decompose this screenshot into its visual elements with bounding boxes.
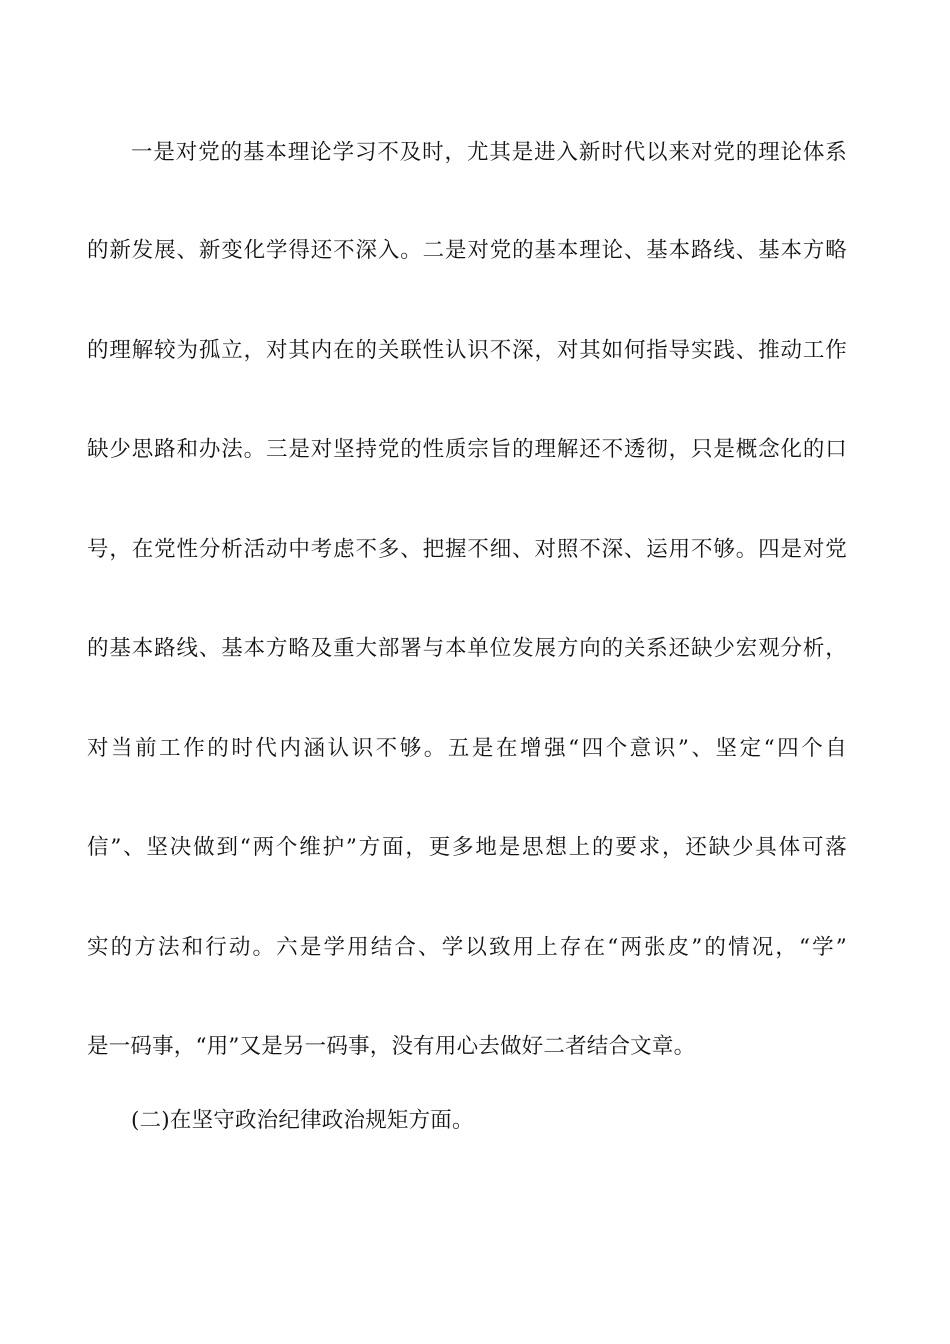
section-heading: (二)在坚守政治纪律政治规矩方面。 (131, 1108, 474, 1133)
paragraph-line-5: 号，在党性分析活动中考虑不多、把握不细、对照不深、运用不够。四是对党 (87, 537, 847, 562)
paragraph-line-7: 对当前工作的时代内涵认识不够。五是在增强“四个意识”、坚定“四个自 (87, 736, 847, 761)
paragraph-line-9: 实的方法和行动。六是学用结合、学以致用上存在“两张皮”的情况，“学” (87, 935, 847, 960)
paragraph-line-4: 缺少思路和办法。三是对坚持党的性质宗旨的理解还不透彻，只是概念化的口 (87, 437, 847, 462)
paragraph-line-1: 一是对党的基本理论学习不及时，尤其是进入新时代以来对党的理论体系 (131, 140, 847, 165)
paragraph-line-10: 是一码事，“用”又是另一码事，没有用心去做好二者结合文章。 (87, 1034, 696, 1059)
paragraph-line-8: 信”、坚决做到“两个维护”方面，更多地是思想上的要求，还缺少具体可落 (87, 835, 847, 860)
paragraph-line-2: 的新发展、新变化学得还不深入。二是对党的基本理论、基本路线、基本方略 (87, 238, 847, 263)
paragraph-line-3: 的理解较为孤立，对其内在的关联性认识不深，对其如何指导实践、推动工作 (87, 338, 847, 363)
paragraph-line-6: 的基本路线、基本方略及重大部署与本单位发展方向的关系还缺少宏观分析， (87, 636, 847, 661)
